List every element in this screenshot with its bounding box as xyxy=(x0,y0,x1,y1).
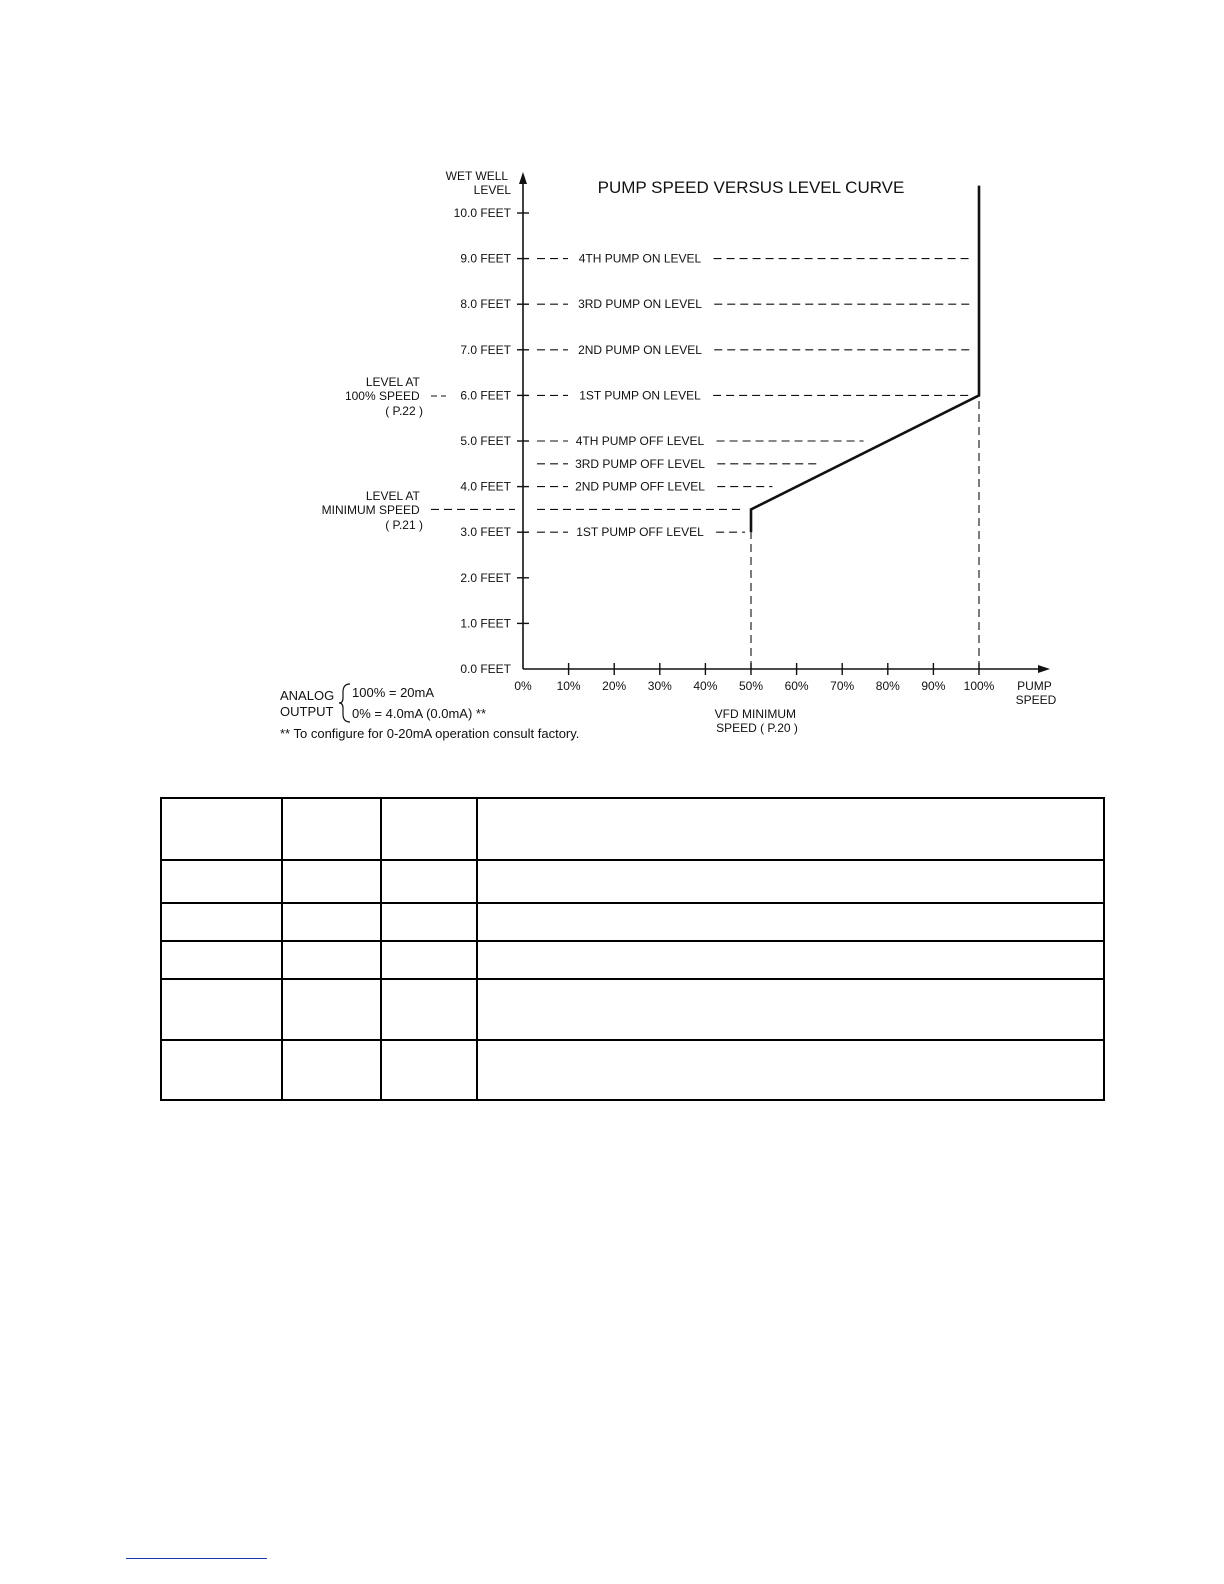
table-cell xyxy=(381,979,477,1040)
y-tick-label: 0.0 FEET xyxy=(460,662,511,676)
table-cell xyxy=(381,860,477,903)
level-line-label: 3RD PUMP ON LEVEL xyxy=(578,297,702,312)
footnote: ** To configure for 0-20mA operation consult factory. xyxy=(280,726,580,741)
level-min-annotation: LEVEL AT MINIMUM SPEED ( P.21 ) xyxy=(321,489,423,532)
x-ticks xyxy=(514,663,994,693)
table-row xyxy=(161,860,1104,903)
level-line-label: 1ST PUMP ON LEVEL xyxy=(579,388,701,403)
table-row xyxy=(161,941,1104,979)
table-cell xyxy=(161,798,282,860)
table-cell xyxy=(161,979,282,1040)
table-cell xyxy=(161,941,282,979)
level-line-label: 4TH PUMP ON LEVEL xyxy=(578,251,702,266)
table-cell xyxy=(477,860,1104,903)
analog-output-brace xyxy=(339,684,350,722)
level-line-label: 2ND PUMP ON LEVEL xyxy=(578,342,702,357)
table-cell xyxy=(381,941,477,979)
table-cell xyxy=(477,979,1104,1040)
x-axis-arrow xyxy=(1038,665,1050,673)
y-tick-label: 7.0 FEET xyxy=(460,342,511,357)
level-line-label: 2ND PUMP OFF LEVEL xyxy=(575,479,705,494)
table-cell xyxy=(282,798,381,860)
x-tick-label: 90% xyxy=(921,679,946,693)
table-cell xyxy=(282,1040,381,1100)
x-tick-label: 20% xyxy=(602,679,627,693)
y-tick-label: 4.0 FEET xyxy=(460,479,511,494)
x-tick-label: 70% xyxy=(830,679,855,693)
y-tick-label: 1.0 FEET xyxy=(460,616,511,631)
table-cell xyxy=(477,798,1104,860)
footer-rule xyxy=(126,1558,267,1559)
table-cell xyxy=(282,941,381,979)
table-cell xyxy=(477,941,1104,979)
table-cell xyxy=(381,798,477,860)
y-tick-label: 3.0 FEET xyxy=(460,525,511,540)
analog-output-0: 0% = 4.0mA (0.0mA) ** xyxy=(352,706,487,721)
y-tick-label: 6.0 FEET xyxy=(460,388,511,403)
x-tick-label: 10% xyxy=(556,679,581,693)
x-tick-label: 60% xyxy=(784,679,809,693)
y-axis-arrow xyxy=(519,172,527,184)
vfd-minimum-annotation: VFD MINIMUM SPEED ( P.20 ) xyxy=(714,707,798,735)
y-tick-label: 5.0 FEET xyxy=(460,434,511,448)
table-cell xyxy=(381,1040,477,1100)
y-tick-label: 8.0 FEET xyxy=(460,297,511,312)
y-axis-label: WET WELL LEVEL xyxy=(445,169,511,197)
x-axis-label: PUMP SPEED xyxy=(1015,679,1057,707)
table-row xyxy=(161,979,1104,1040)
x-tick-label: 50% xyxy=(738,679,764,693)
level-line-label: 4TH PUMP OFF LEVEL xyxy=(575,434,705,448)
table-cell xyxy=(477,903,1104,941)
x-tick-label: 0% xyxy=(514,679,532,693)
table-row xyxy=(161,903,1104,941)
table-cell xyxy=(161,860,282,903)
level-100-annotation: LEVEL AT 100% SPEED ( P.22 ) xyxy=(344,375,423,418)
table-row xyxy=(161,1040,1104,1100)
table-cell xyxy=(477,1040,1104,1100)
y-tick-label: 9.0 FEET xyxy=(460,251,511,266)
analog-output-100: 100% = 20mA xyxy=(352,685,435,700)
level-line-label: 3RD PUMP OFF LEVEL xyxy=(575,456,705,471)
x-tick-label: 80% xyxy=(875,679,900,693)
speed-curve xyxy=(751,186,979,533)
table-cell xyxy=(282,903,381,941)
y-tick-label: 10.0 FEET xyxy=(453,206,511,220)
table-cell xyxy=(282,979,381,1040)
x-tick-label: 100% xyxy=(963,679,995,693)
level-line-label: 1ST PUMP OFF LEVEL xyxy=(576,525,704,540)
y-ticks xyxy=(454,206,529,676)
pump-speed-level-chart xyxy=(0,0,1224,780)
table-row xyxy=(161,798,1104,860)
table-cell xyxy=(161,1040,282,1100)
level-lines xyxy=(537,252,973,540)
series-line xyxy=(751,186,979,533)
analog-output-label: ANALOG OUTPUT xyxy=(280,688,335,719)
chart-title: PUMP SPEED VERSUS LEVEL CURVE xyxy=(597,178,905,197)
x-tick-label: 40% xyxy=(693,679,718,693)
table-cell xyxy=(282,860,381,903)
blank-table xyxy=(160,797,1105,1101)
x-tick-label: 30% xyxy=(647,679,672,693)
table-cell xyxy=(381,903,477,941)
table-cell xyxy=(161,903,282,941)
y-tick-label: 2.0 FEET xyxy=(460,570,511,585)
